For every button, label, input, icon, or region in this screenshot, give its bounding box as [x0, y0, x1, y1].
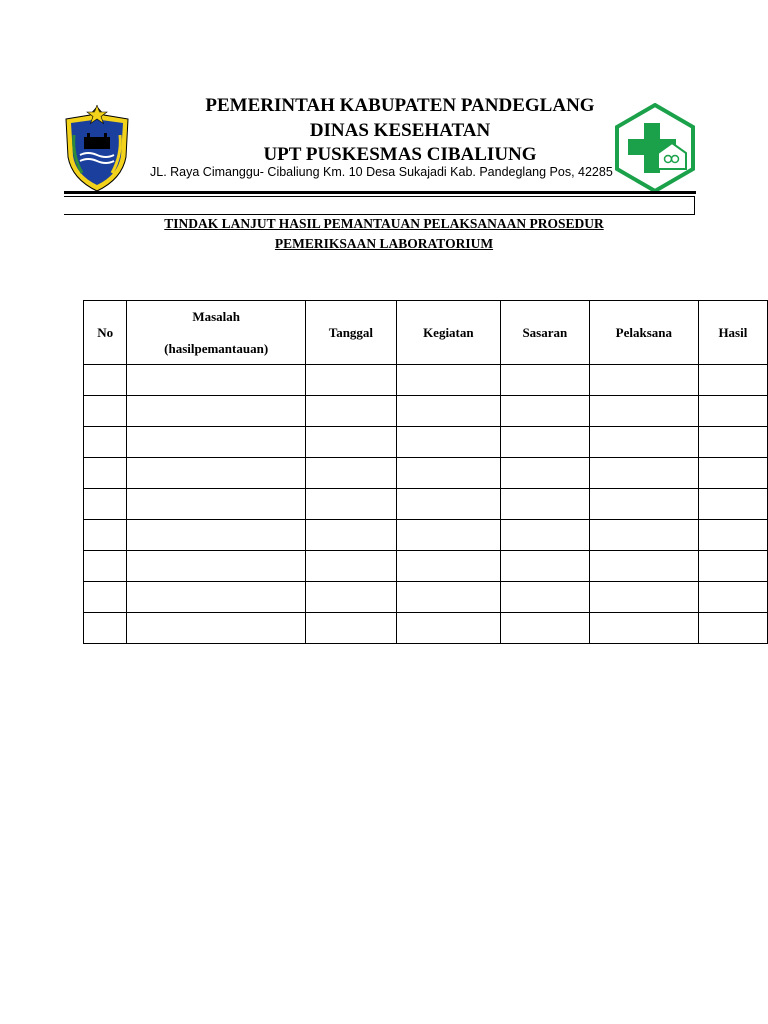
table-cell	[698, 551, 767, 582]
table-cell	[127, 396, 305, 427]
table-cell	[127, 458, 305, 489]
table-cell	[396, 427, 500, 458]
table-cell	[305, 365, 396, 396]
table-cell	[500, 365, 589, 396]
pandeglang-emblem-icon	[60, 105, 134, 193]
table-cell	[305, 427, 396, 458]
table-cell	[127, 489, 305, 520]
table-row	[84, 489, 768, 520]
table-row	[84, 396, 768, 427]
table-cell	[589, 489, 698, 520]
table-cell	[84, 365, 127, 396]
table-cell	[589, 520, 698, 551]
table-cell	[500, 520, 589, 551]
table-cell	[500, 427, 589, 458]
table-cell	[305, 613, 396, 644]
table-cell	[305, 551, 396, 582]
header-institution: UPT PUSKESMAS CIBALIUNG	[263, 144, 537, 165]
header-department: DINAS KESEHATAN	[309, 120, 491, 141]
table-cell	[127, 427, 305, 458]
table-cell	[396, 396, 500, 427]
table-cell	[698, 458, 767, 489]
table-cell	[127, 520, 305, 551]
table-row	[84, 427, 768, 458]
header-divider-thick	[64, 191, 696, 194]
header-address: JL. Raya Cimanggu- Cibaliung Km. 10 Desa Sukajadi Kab. Pandeglang Pos, 42285	[150, 165, 613, 179]
col-header-sasaran: Sasaran	[500, 301, 589, 365]
table-cell	[589, 427, 698, 458]
table-cell	[127, 365, 305, 396]
table-cell	[500, 396, 589, 427]
table-cell	[127, 613, 305, 644]
col-header-kegiatan: Kegiatan	[396, 301, 500, 365]
table-cell	[396, 582, 500, 613]
table-cell	[698, 427, 767, 458]
table-cell	[589, 365, 698, 396]
table-cell	[305, 458, 396, 489]
table-row	[84, 582, 768, 613]
table-cell	[305, 520, 396, 551]
table-cell	[500, 489, 589, 520]
table-cell	[589, 458, 698, 489]
col-header-masalah-label: Masalah	[192, 308, 240, 324]
table-cell	[84, 520, 127, 551]
table-cell	[84, 582, 127, 613]
table-cell	[396, 551, 500, 582]
table-cell	[698, 396, 767, 427]
table-cell	[305, 396, 396, 427]
table-row	[84, 520, 768, 551]
table-cell	[589, 396, 698, 427]
col-header-tanggal: Tanggal	[305, 301, 396, 365]
table-row	[84, 551, 768, 582]
col-header-masalah	[127, 301, 305, 365]
table-cell	[84, 613, 127, 644]
header-government: PEMERINTAH KABUPATEN PANDEGLANG	[205, 95, 595, 116]
table-cell	[698, 520, 767, 551]
table-cell	[500, 613, 589, 644]
table-cell	[698, 582, 767, 613]
table-cell	[396, 613, 500, 644]
table-cell	[500, 582, 589, 613]
table-cell	[698, 613, 767, 644]
table-cell	[305, 489, 396, 520]
table-cell	[589, 551, 698, 582]
monitoring-table	[83, 300, 768, 644]
table-cell	[698, 489, 767, 520]
table-cell	[127, 551, 305, 582]
table-cell	[84, 396, 127, 427]
table-row	[84, 365, 768, 396]
table-cell	[396, 365, 500, 396]
table-cell	[84, 551, 127, 582]
document-title-line1: TINDAK LANJUT HASIL PEMANTAUAN PELAKSANAAN PROSEDUR	[164, 216, 604, 231]
puskesmas-logo-icon	[614, 103, 696, 193]
document-title-line2: PEMERIKSAAN LABORATORIUM	[274, 236, 494, 251]
table-cell	[500, 551, 589, 582]
table-cell	[396, 489, 500, 520]
table-cell	[698, 365, 767, 396]
col-header-no: No	[84, 301, 127, 365]
table-cell	[500, 458, 589, 489]
table-cell	[589, 582, 698, 613]
col-header-masalah-sublabel: (hasilpemantauan)	[164, 340, 269, 356]
table-cell	[84, 458, 127, 489]
table-cell	[84, 489, 127, 520]
table-row	[84, 458, 768, 489]
table-row	[84, 613, 768, 644]
table-cell	[127, 582, 305, 613]
table-cell	[84, 427, 127, 458]
table-cell	[589, 613, 698, 644]
col-header-hasil: Hasil	[698, 301, 767, 365]
header-divider-box	[64, 196, 695, 215]
table-cell	[305, 582, 396, 613]
table-cell	[396, 458, 500, 489]
table-header-row	[84, 301, 768, 365]
table-cell	[396, 520, 500, 551]
col-header-pelaksana: Pelaksana	[589, 301, 698, 365]
